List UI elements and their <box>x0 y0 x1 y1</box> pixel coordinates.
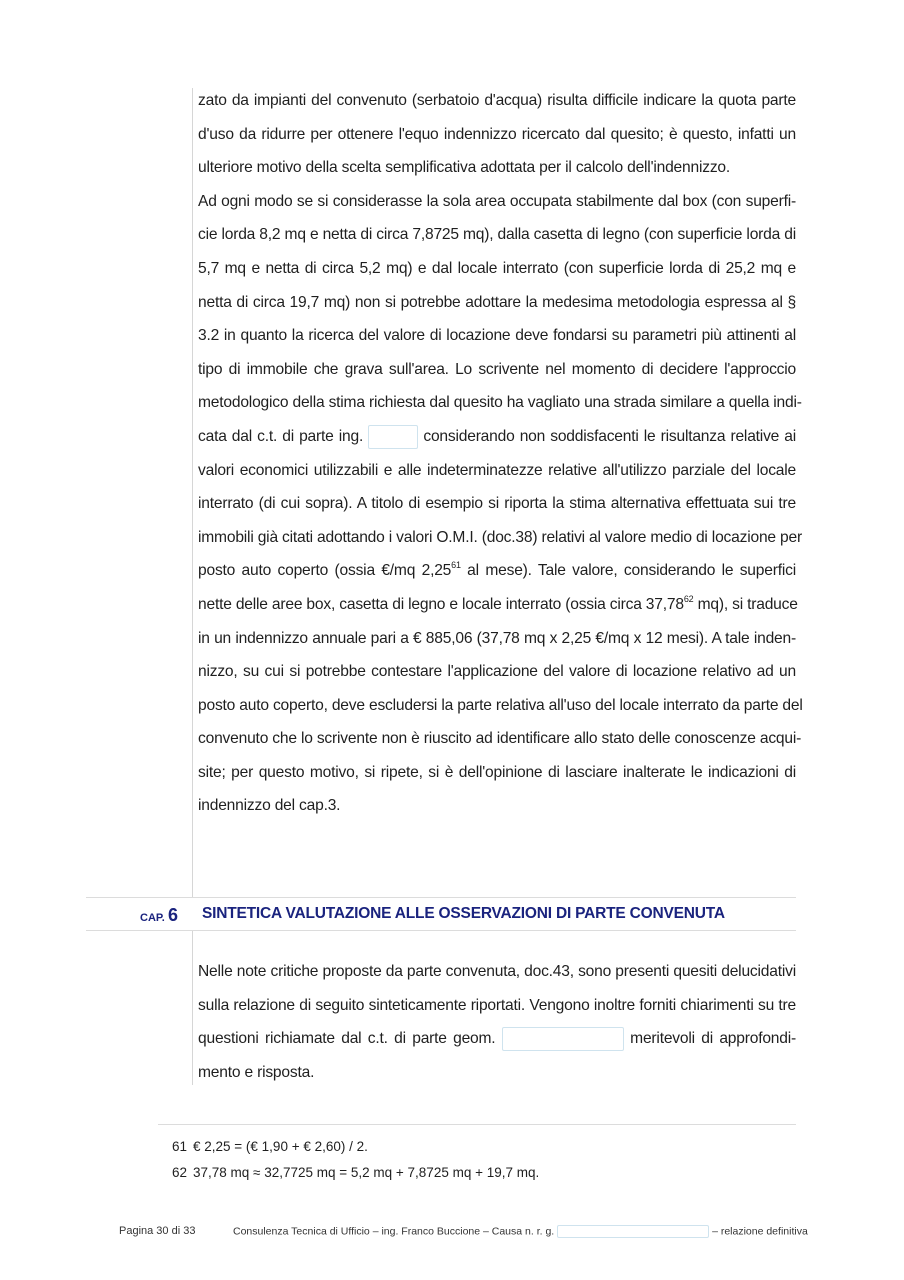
text-line: d'uso da ridurre per ottenere l'equo indennizzo ricercato dal quesito; è questo, infatti un <box>198 125 796 143</box>
footnote <box>172 1165 539 1180</box>
page-number: Pagina 30 di 33 <box>119 1225 196 1237</box>
footnote-ref: 62 <box>683 593 694 604</box>
footnote-rule <box>158 1124 796 1125</box>
chapter-label <box>140 905 182 925</box>
text-line <box>198 1022 796 1056</box>
text-line: 3.2 in quanto la ricerca del valore di locazione deve fondarsi su parametri più attinenti al <box>198 327 796 345</box>
footnote <box>172 1139 368 1154</box>
text-line: posto auto coperto, deve escludersi la parte relativa all'uso del locale interrato da parte del <box>198 696 803 714</box>
text-line: indennizzo del cap.3. <box>198 797 341 815</box>
text-line: nizzo, su cui si potrebbe contestare l'applicazione del valore di locazione relativo ad un <box>198 663 796 681</box>
chapter-rule-bottom <box>86 930 796 931</box>
text-fragment: mq), si traduce <box>693 595 798 613</box>
footer-text <box>233 1225 808 1238</box>
footnote-text: € 2,25 = (€ 1,90 + € 2,60) / 2. <box>193 1139 368 1154</box>
text-line: interrato (di cui sopra). A titolo di esempio si riporta la stima alternativa effettuata sui tre <box>198 495 796 513</box>
chapter-title: SINTETICA VALUTAZIONE ALLE OSSERVAZIONI DI PARTE CONVENUTA <box>202 905 725 922</box>
text-line: valori economici utilizzabili e alle indeterminatezze relative all'utilizzo parziale del locale <box>198 461 796 479</box>
footnote-number: 61 <box>172 1139 188 1154</box>
text-line: immobili già citati adottando i valori O.M.I. (doc.38) relativi al valore medio di locazione per <box>198 528 802 546</box>
text-line: Ad ogni modo se si considerasse la sola area occupata stabilmente dal box (con superfi- <box>198 192 796 210</box>
chapter-body-text <box>198 955 796 1089</box>
text-line: Nelle note critiche proposte da parte convenuta, doc.43, sono presenti quesiti delucidativi <box>198 963 796 980</box>
text-fragment: cata dal c.t. di parte ing. <box>198 427 364 445</box>
text-line <box>198 554 796 588</box>
text-line: mento e risposta. <box>198 1063 315 1081</box>
text-line: cie lorda 8,2 mq e netta di circa 7,8725 mq), dalla casetta di legno (con superficie lorda di <box>198 226 796 244</box>
text-line: ulteriore motivo della scelta semplificativa adottata per il calcolo dell'indennizzo. <box>198 159 731 177</box>
text-line: metodologico della stima richiesta dal quesito ha vagliato una strada similare a quella indi- <box>198 394 802 412</box>
text-line: zato da impianti del convenuto (serbatoio d'acqua) risulta difficile indicare la quota parte <box>198 92 796 109</box>
redaction-box <box>368 425 418 449</box>
text-fragment: al mese). Tale valore, considerando le superfici <box>460 562 796 580</box>
text-line <box>198 420 796 454</box>
footnote-number: 62 <box>172 1165 188 1180</box>
text-line: site; per questo motivo, si ripete, si è dell'opinione di lasciare inalterate le indicazioni di <box>198 763 796 781</box>
text-line: in un indennizzo annuale pari a € 885,06 (37,78 mq x 2,25 €/mq x 12 mesi). A tale inden- <box>198 629 796 647</box>
footnote-ref: 61 <box>451 560 461 571</box>
text-fragment: posto auto coperto (ossia €/mq 2,25 <box>198 562 452 580</box>
footer-text-before: Consulenza Tecnica di Ufficio – ing. Franco Buccione – Causa n. r. g. <box>233 1225 555 1238</box>
redaction-box <box>502 1027 624 1051</box>
text-fragment: considerando non soddisfacenti le risultanza relative ai <box>423 427 796 445</box>
text-fragment: questioni richiamate dal c.t. di parte geom. <box>198 1030 496 1048</box>
text-line: tipo di immobile che grava sull'area. Lo scrivente nel momento di decidere l'approccio <box>198 360 796 378</box>
text-line: 5,7 mq e netta di circa 5,2 mq) e dal locale interrato (con superficie lorda di 25,2 mq e <box>198 259 796 277</box>
footer-text-after: – relazione definitiva <box>712 1225 808 1238</box>
chapter-rule-top <box>86 897 796 898</box>
text-line: sulla relazione di seguito sinteticamente riportati. Vengono inoltre forniti chiarimenti su tre <box>198 996 796 1014</box>
chapter-label-text: CAP. <box>140 912 165 924</box>
redaction-box <box>557 1225 709 1238</box>
text-line: netta di circa 19,7 mq) non si potrebbe adottare la medesima metodologia espressa al § <box>198 293 796 311</box>
body-text <box>198 84 803 823</box>
text-fragment: nette delle aree box, casetta di legno e locale interrato (ossia circa 37,78 <box>198 595 684 613</box>
text-fragment: meritevoli di approfondi- <box>630 1030 797 1048</box>
chapter-number: 6 <box>167 905 178 925</box>
text-line: convenuto che lo scrivente non è riuscito ad identificare allo stato delle conoscenze acqui- <box>198 730 802 748</box>
margin-rule-bottom <box>192 931 193 1085</box>
text-line <box>198 588 796 622</box>
footnote-text: 37,78 mq ≈ 32,7725 mq = 5,2 mq + 7,8725 mq + 19,7 mq. <box>193 1165 540 1180</box>
margin-rule-top <box>192 88 193 897</box>
